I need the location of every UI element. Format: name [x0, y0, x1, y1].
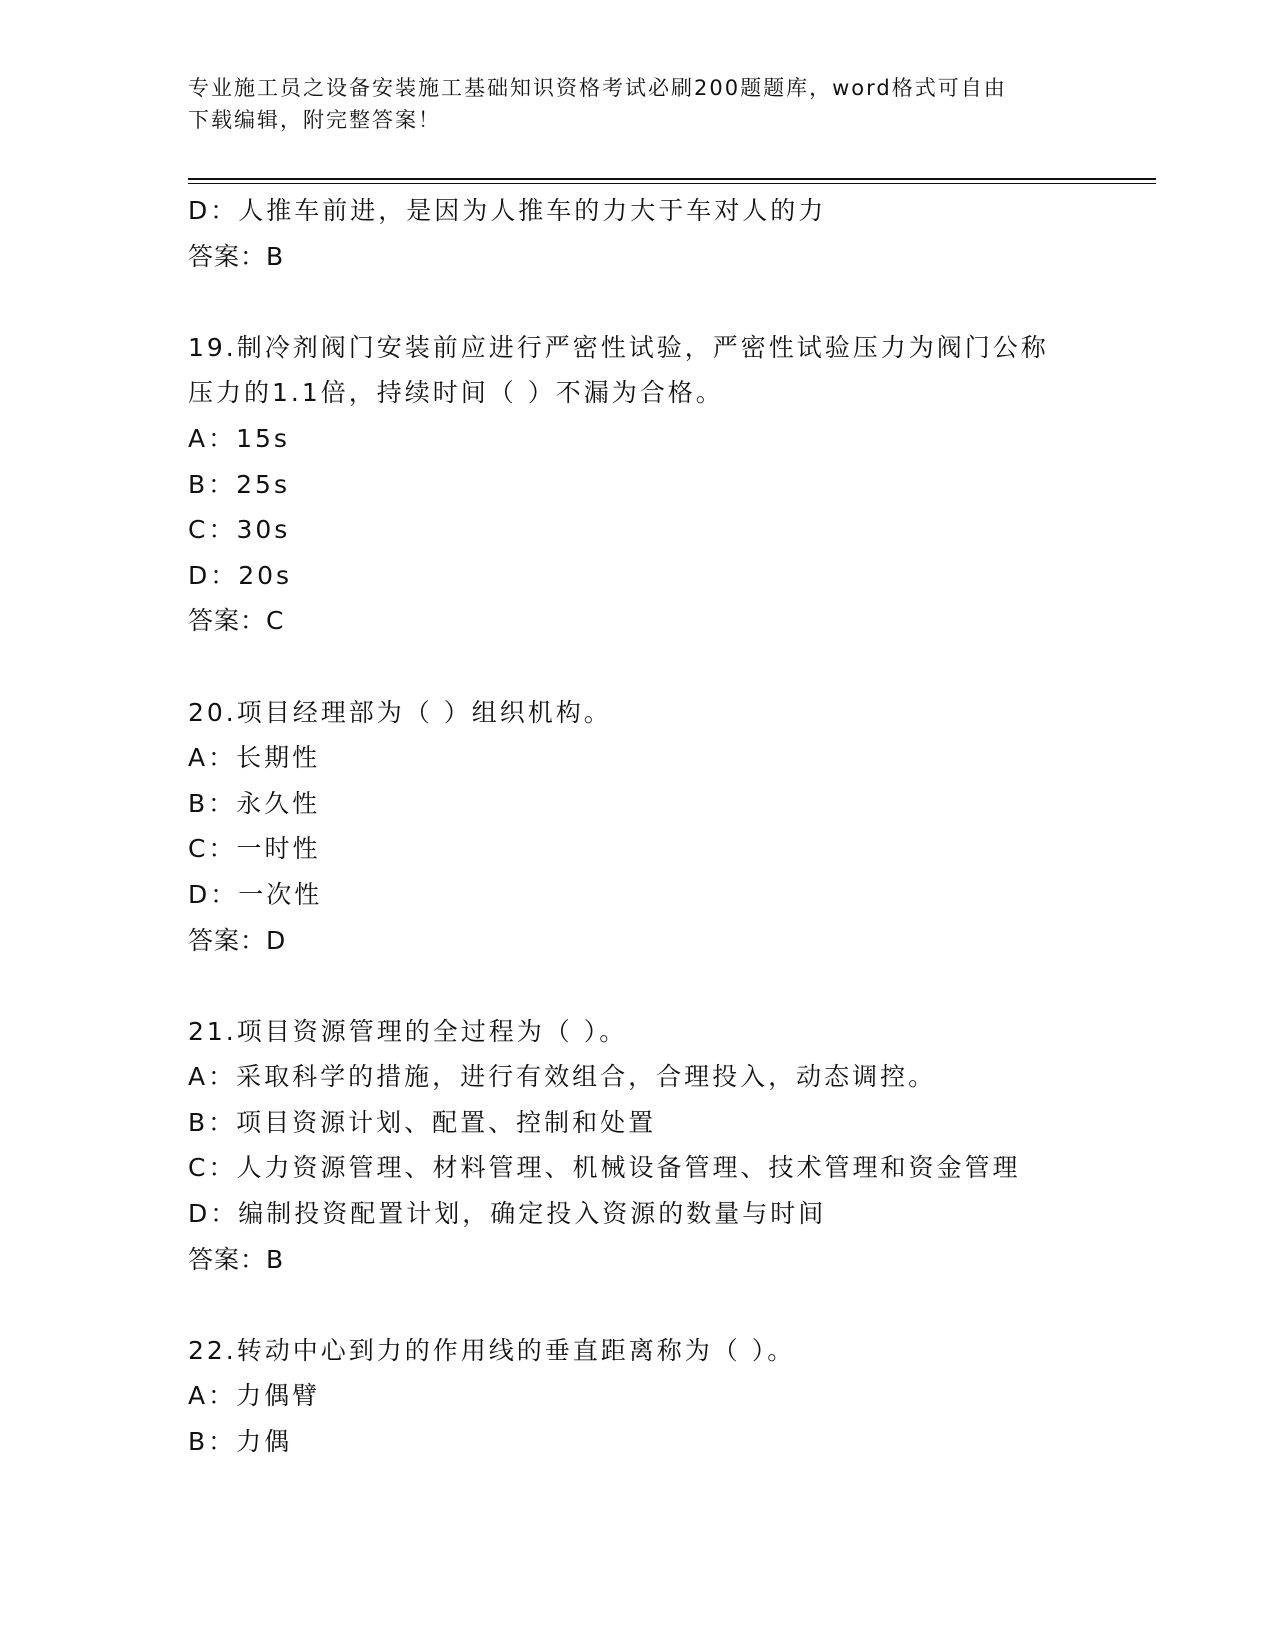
text-line: 19.制冷剂阀门安装前应进行严密性试验，严密性试验压力为阀门公称	[188, 332, 1049, 362]
text-line: B：项目资源计划、配置、控制和处置	[188, 1107, 657, 1137]
text-line: A：采取科学的措施，进行有效组合，合理投入，动态调控。	[188, 1062, 937, 1092]
text-line: C：人力资源管理、材料管理、机械设备管理、技术管理和资金管理	[188, 1153, 1021, 1183]
blank-line	[188, 279, 1148, 325]
text-line: C：一时性	[188, 834, 321, 864]
text-line: 20.项目经理部为（ ）组织机构。	[188, 697, 612, 727]
text-line: A：力偶臂	[188, 1381, 321, 1411]
text-line: 21.项目资源管理的全过程为（ ）。	[188, 1016, 628, 1046]
text-line: A：15s	[188, 423, 290, 453]
text-line: B：25s	[188, 469, 290, 499]
text-line: D：20s	[188, 560, 293, 590]
answer-line: 答案：B	[188, 1244, 285, 1274]
document-header	[188, 72, 1068, 136]
blank-line	[188, 963, 1148, 1009]
text-line: B：永久性	[188, 788, 321, 818]
text-line: B：力偶	[188, 1427, 293, 1457]
text-line: D：一次性	[188, 879, 323, 909]
answer-line: 答案：B	[188, 241, 285, 271]
blank-line	[188, 644, 1148, 690]
text-line: 22.转动中心到力的作用线的垂直距离称为（ ）。	[188, 1335, 796, 1365]
header-divider-thin	[188, 183, 1156, 184]
blank-line	[188, 1282, 1148, 1328]
text-line: 压力的1.1倍，持续时间（ ）不漏为合格。	[188, 378, 724, 408]
text-line: C：30s	[188, 515, 291, 545]
answer-line: 答案：D	[188, 925, 287, 955]
text-line: D：人推车前进，是因为人推车的力大于车对人的力	[188, 196, 827, 225]
text-line: A：长期性	[188, 743, 321, 773]
text-line: D：编制投资配置计划，确定投入资源的数量与时间	[188, 1199, 827, 1229]
header-title-line-1: 专业施工员之设备安装施工基础知识资格考试必刷200题题库，word格式可自由	[188, 76, 1007, 100]
header-divider-thick	[188, 178, 1156, 180]
answer-line: 答案：C	[188, 606, 285, 636]
header-title-line-2: 下载编辑，附完整答案！	[188, 108, 441, 132]
question-body	[188, 188, 1148, 1465]
